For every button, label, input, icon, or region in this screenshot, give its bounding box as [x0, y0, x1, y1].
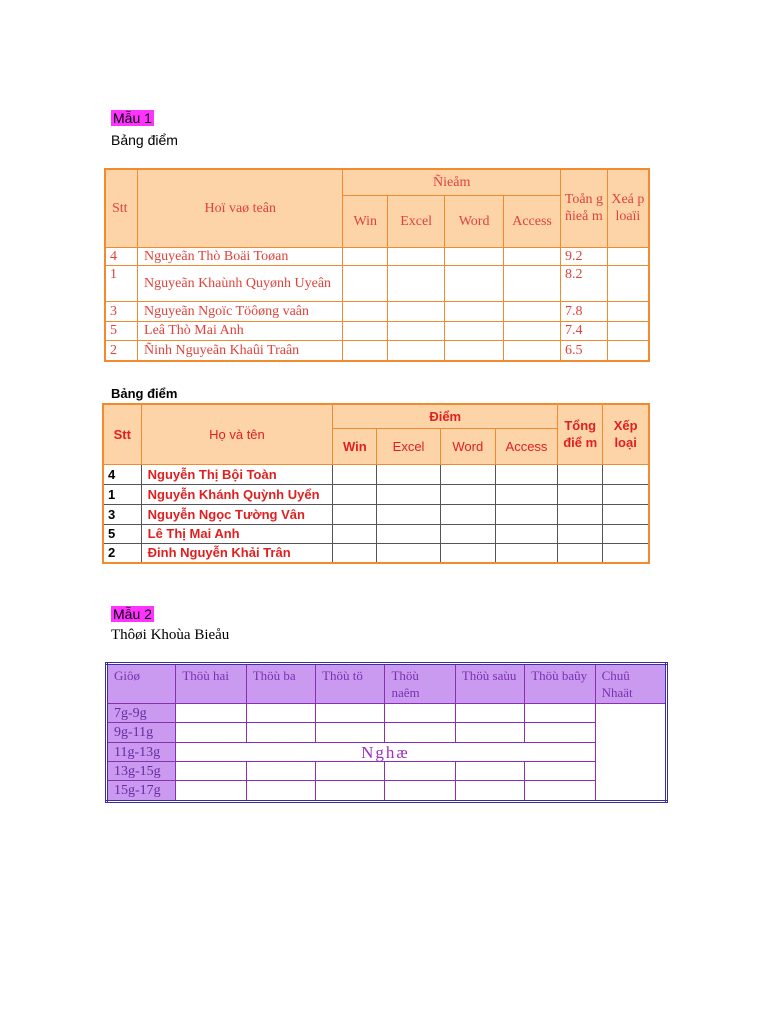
- cell-stt: 2: [105, 340, 138, 361]
- cell-tong: 9.2: [561, 247, 608, 265]
- table-row: [107, 762, 667, 781]
- cell-tong: 6.5: [561, 340, 608, 361]
- table-2-caption: Bảng điểm: [111, 386, 178, 401]
- cell-stt: 3: [103, 504, 141, 524]
- header-thu-sau: Thöù saùu: [455, 664, 524, 704]
- header-tong: Tổng điể m: [558, 404, 603, 464]
- cell-name: Nguyeãn Khaùnh Quyønh Uyeân: [138, 265, 343, 301]
- header-word: Word: [445, 195, 504, 247]
- time-slot: 15g-17g: [107, 781, 176, 802]
- cell-name: Lê Thị Mai Anh: [141, 524, 333, 543]
- table-row: [105, 247, 649, 265]
- cell-stt: 2: [103, 543, 141, 563]
- table-row: [107, 743, 667, 762]
- time-slot: 11g-13g: [107, 743, 176, 762]
- table-row: [105, 265, 649, 301]
- table-row: [105, 340, 649, 361]
- header-diem: Điểm: [333, 404, 558, 428]
- header-thu-ba: Thöù ba: [246, 664, 315, 704]
- timetable: [105, 662, 668, 803]
- header-thu-tu: Thöù tö: [316, 664, 385, 704]
- header-win: Win: [333, 428, 377, 464]
- timetable-caption: Thôøi Khoùa Bieåu: [111, 627, 230, 643]
- sample-1-tag: Mẫu 1: [113, 110, 152, 126]
- header-tong: Toån g ñieå m: [561, 169, 608, 247]
- cell-name: Nguyeãn Ngoïc Töôøng vaân: [138, 301, 343, 321]
- sample-2-tag: Mẫu 2: [113, 606, 152, 622]
- cell-name: Nguyễn Khánh Quỳnh Uyển: [141, 484, 333, 504]
- header-chu-nhat: Chuû Nhaät: [595, 664, 666, 704]
- header-thu-nam: Thöù naêm: [385, 664, 455, 704]
- cell-name: Đinh Nguyễn Khải Trân: [141, 543, 333, 563]
- lunch-break: Nghæ: [176, 743, 595, 762]
- cell-name: Nguyễn Ngọc Tường Vân: [141, 504, 333, 524]
- header-name: Họ và tên: [141, 404, 333, 464]
- header-excel: Excel: [377, 428, 440, 464]
- table-row: [103, 543, 649, 563]
- cell-stt: 3: [105, 301, 138, 321]
- cell-name: Leâ Thò Mai Anh: [138, 321, 343, 340]
- table-row: [105, 321, 649, 340]
- cell-tong: 7.4: [561, 321, 608, 340]
- header-diem: Ñieåm: [343, 169, 561, 195]
- header-stt: Stt: [103, 404, 141, 464]
- table-row: [107, 704, 667, 723]
- sunday-cell: [595, 704, 666, 802]
- grade-table-1: [104, 168, 650, 362]
- cell-tong: 7.8: [561, 301, 608, 321]
- cell-stt: 5: [103, 524, 141, 543]
- cell-tong: 8.2: [561, 265, 608, 301]
- header-access: Access: [495, 428, 557, 464]
- table-row: [103, 524, 649, 543]
- table-row: [105, 301, 649, 321]
- header-win: Win: [343, 195, 388, 247]
- header-name: Hoï vaø teân: [138, 169, 343, 247]
- header-gio: Giôø: [107, 664, 176, 704]
- header-thu-bay: Thöù baûy: [525, 664, 595, 704]
- table-row: [107, 781, 667, 802]
- header-thu-hai: Thöù hai: [176, 664, 246, 704]
- cell-stt: 1: [105, 265, 138, 301]
- header-stt: Stt: [105, 169, 138, 247]
- header-excel: Excel: [388, 195, 445, 247]
- cell-name: Nguyeãn Thò Boäi Toøan: [138, 247, 343, 265]
- time-slot: 9g-11g: [107, 723, 176, 743]
- cell-stt: 5: [105, 321, 138, 340]
- time-slot: 13g-15g: [107, 762, 176, 781]
- cell-stt: 1: [103, 484, 141, 504]
- cell-name: Ñinh Nguyeãn Khaûi Traân: [138, 340, 343, 361]
- table-row: [107, 723, 667, 743]
- table-row: [103, 484, 649, 504]
- header-word: Word: [440, 428, 495, 464]
- table-1-caption: Bảng điểm: [111, 132, 178, 148]
- header-xeploai: Xếp loại: [603, 404, 649, 464]
- cell-name: Nguyễn Thị Bội Toàn: [141, 464, 333, 484]
- table-row: [103, 464, 649, 484]
- time-slot: 7g-9g: [107, 704, 176, 723]
- table-row: [103, 504, 649, 524]
- header-access: Access: [504, 195, 561, 247]
- header-xeploai: Xeá p loaïi: [607, 169, 649, 247]
- cell-stt: 4: [103, 464, 141, 484]
- grade-table-2: [102, 403, 650, 564]
- cell-stt: 4: [105, 247, 138, 265]
